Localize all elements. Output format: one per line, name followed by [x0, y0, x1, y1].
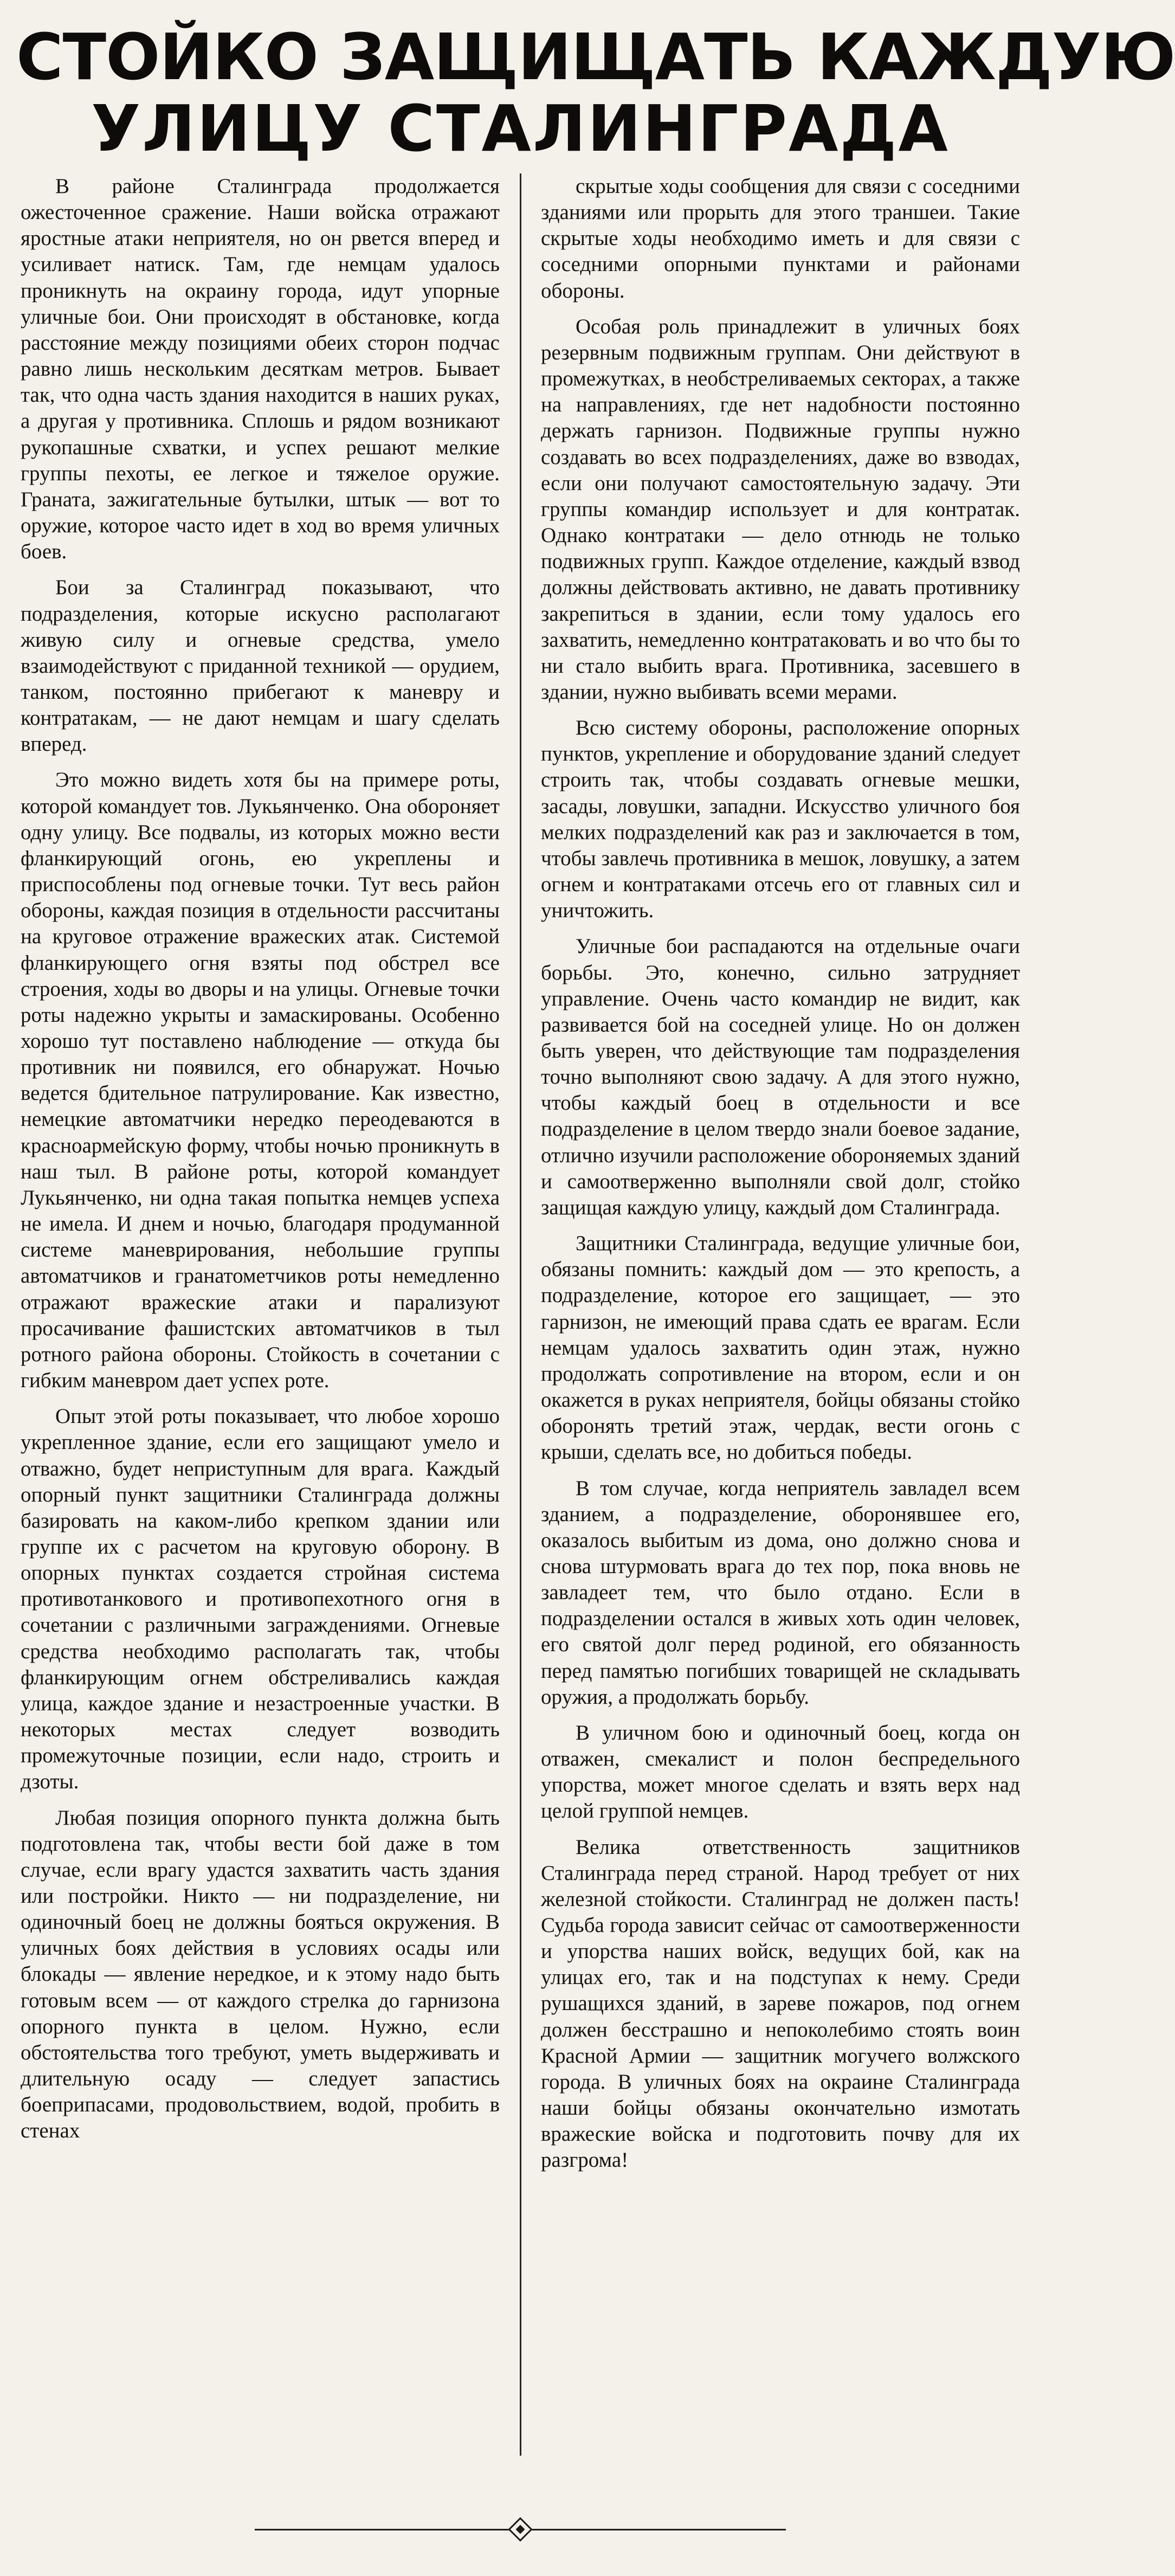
article-headline [16, 20, 1175, 166]
paragraph: Защитники Сталинграда, ведущие уличные бои, обязаны помнить: каждый дом — это крепость, а подразделение, которое его защищает, — это гарнизон, не имеющий права сдать ее врагам. Если немцам удалось захватить один этаж, нужно продолжать сопротивление на втором, если и он окажется в руках неприятеля, бойцы обязаны стойко оборонять третий этаж, чердак, вести огонь с крыши, сделать все, но добиться победы. [541, 1232, 1020, 1464]
paragraph: Это можно видеть хотя бы на примере роты, которой командует тов. Лукьянченко. Она обороняет одну улицу. Все подвалы, из которых можно вести фланкирующий огонь, ею укреплены и приспособлены под огневые точки. Тут весь район обороны, каждая позиция в отдельности рассчитаны на круговое отражение вражеских атак. Системой фланкирующего огня взяты под обстрел все строения, ходы во дворы и на улицы. Огневые точки роты надежно укрыты и замаскированы. Особенно хорошо тут поставлено наблюдение — откуда бы противник ни появился, его обнаружат. Ночью ведется бдительное патрулирование. Как известно, немецкие автоматчики нередко переодеваются в красноармейскую форму, чтобы ночью проникнуть в наш тыл. В районе роты, которой командует Лукьянченко, ни одна такая попытка немцев успеха не имела. И днем и ночью, благодаря продуманной системе маневрирования, небольшие группы автоматчиков и гранатометчиков роты немедленно отражают вражеские атаки и парализуют просачивание фашистских автоматчиков в тыл ротного района обороны. Стойкость в сочетании с гибким маневром дает успех роте. [21, 768, 500, 1393]
paragraph: Велика ответственность защитников Сталинграда перед страной. Народ требует от них железной стойкости. Сталинград не должен пасть! Судьба города зависит сейчас от самоотверженности и упорства наших войск, ведущих бой, как на улицах его, так и на подступах к нему. Среди рушащихся зданий, в зареве пожаров, под огнем должен бесстрашно и непоколебимо стоять воин Красной Армии — защитник могучего волжского города. В уличных боях на окраине Сталинграда наши бойцы обязаны окончательно измотать вражеские войска и подготовить почву для их разгрома! [541, 1835, 1020, 2172]
paragraph: В том случае, когда неприятель завладел всем зданием, а подразделение, оборонявшее его, оказалось выбитым из дома, оно должно снова и снова штурмовать врага до тех пор, пока вновь не завладеет тем, что было отдано. Если в подразделении остался в живых хоть один человек, его святой долг перед родиной, его обязанность перед памятью погибших товарищей не складывать оружия, а продолжать борьбу. [541, 1476, 1020, 1709]
paragraph: Опыт этой роты показывает, что любое хорошо укрепленное здание, если его защищают умело и отважно, будет неприступным для врага. Каждый опорный пункт защитники Сталинграда должны базировать на каком-либо крепком здании или группе их с расчетом на круговую оборону. В опорных пунктах создается стройная система противотанкового и противопехотного огня в сочетании с различными заграждениями. Огневые средства необходимо располагать так, чтобы фланкирующим огнем обстреливались каждая улица, каждое здание и незастроенные участки. В некоторых местах следует возводить промежуточные позиции, если надо, строить и дзоты. [21, 1405, 500, 1794]
paragraph: скрытые ходы сообщения для связи с соседними зданиями или прорыть для этого траншеи. Такие скрытые ходы необходимо иметь и для связи с соседними опорными пунктами и районами обороны. [541, 175, 1020, 302]
paragraph: В уличном бою и одиночный боец, когда он отважен, смекалист и полон беспредельного упорства, может многое сделать и взять верх над целой группой немцев. [541, 1721, 1020, 1823]
paragraph: Уличные бои распадаются на отдельные очаги борьбы. Это, конечно, сильно затрудняет управление. Очень часто командир не видит, как развивается бой на соседней улице. Но он должен быть уверен, что действующие там подразделения точно выполняют свою задачу. А для этого нужно, чтобы каждый боец в отдельности и все подразделение в целом твердо знали боевое задание, отлично изучили расположение обороняемых зданий и самоотверженно выполняли свой долг, стойко защищая каждую улицу, каждый дом Сталинграда. [541, 935, 1020, 1219]
paragraph: В районе Сталинграда продолжается ожесточенное сражение. Наши войска отражают яростные атаки неприятеля, но он рвется вперед и усиливает натиск. Там, где немцам удалось проникнуть на окраину города, идут упорные уличные бои. Они происходят в обстановке, когда расстояние между позициями обеих сторон подчас равно лишь нескольким десяткам метров. Бывает так, что одна часть здания находится в наших руках, а другая у противника. Сплошь и рядом возникают рукопашные схватки, и успех решают мелкие группы пехоты, ее легкое и тяжелое оружие. Граната, зажигательные бутылки, штык — вот то оружие, которое часто идет в ход во время уличных боев. [21, 175, 500, 564]
right-column [532, 173, 1020, 2456]
paragraph: Любая позиция опорного пункта должна быть подготовлена так, чтобы вести бой даже в том случае, если врагу удастся захватить часть здания или постройки. Никто — ни подразделение, ни одиночный боец не должны бояться окружения. В уличных боях действия в условиях осады или блокады — явление нередкое, и к этому надо быть готовым всем — от каждого стрелка до гарнизона опорного пункта в целом. Нужно, если обстоятельства того требуют, уметь выдерживать и длительную осаду — следует запастись боеприпасами, продовольствием, водой, пробить в стенах [21, 1806, 500, 2143]
headline-line-1: СТОЙКО ЗАЩИЩАТЬ КАЖДУЮ [16, 20, 1175, 95]
headline-line-2: УЛИЦУ СТАЛИНГРАДА [91, 91, 950, 166]
paragraph: Всю систему обороны, расположение опорных пунктов, укрепление и оборудование зданий следует строить так, чтобы создавать огневые мешки, засады, ловушки, западни. Искусство уличного боя мелких подразделений как раз и заключается в том, чтобы завлечь противника в мешок, ловушку, а затем огнем и контратаками отсечь его от главных сил и уничтожить. [541, 716, 1020, 923]
paragraph: Бои за Сталинград показывают, что подразделения, которые искусно располагают живую силу и огневые средства, умело взаимодействуют с приданной техникой — орудием, танком, постоянно прибегают к маневру и контратакам, — не дают немцам и шагу сделать вперед. [21, 576, 500, 756]
paragraph: Особая роль принадлежит в уличных боях резервным подвижным группам. Они действуют в промежутках, в необстреливаемых секторах, а также на направлениях, где нет надобности постоянно держать гарнизон. Подвижные группы нужно создавать во всех подразделениях, даже во взводах, если они получают самостоятельную задачу. Эти группы командир использует и для контратак. Однако контратаки — дело отнюдь не только подвижных групп. Каждое отделение, каждый взвод должны действовать активно, не давать противнику закрепиться в здании, если тому удалось его захватить, немедленно контратаковать и во что бы то ни стало выбить врага. Противника, засевшего в здании, нужно выбивать всеми мерами. [541, 314, 1020, 704]
article-body [21, 173, 1020, 2456]
column-divider [520, 173, 521, 2456]
diamond-ornament-icon [508, 2517, 532, 2541]
footer-rule-ornament [255, 2513, 786, 2546]
left-column [21, 173, 508, 2456]
